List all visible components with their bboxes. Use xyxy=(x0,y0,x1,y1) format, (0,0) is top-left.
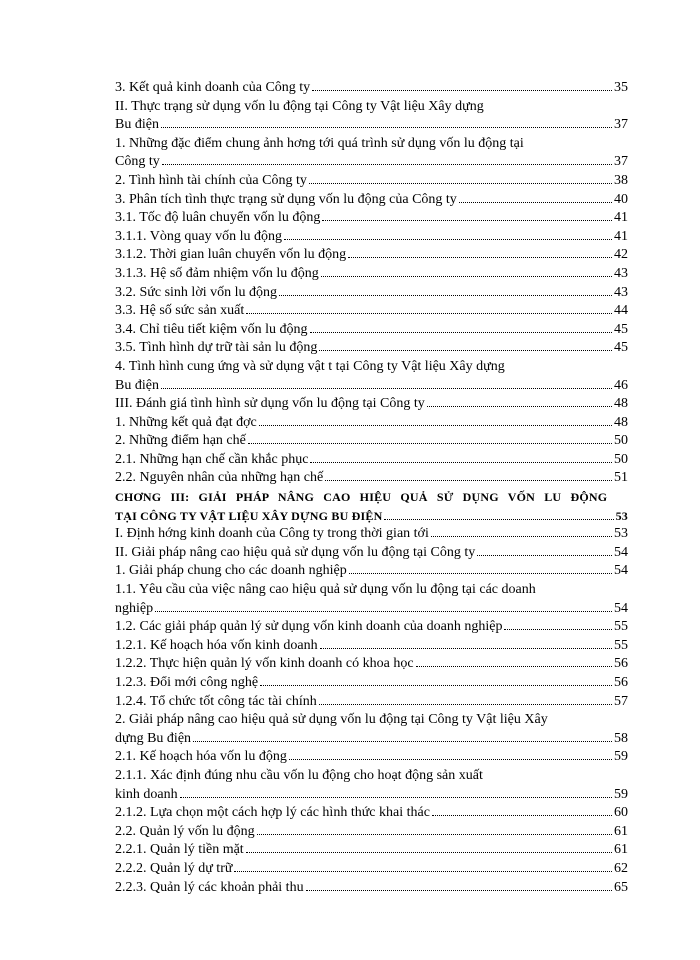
toc-entry xyxy=(115,135,628,172)
dot-leader xyxy=(260,675,612,686)
dot-leader xyxy=(310,322,613,333)
toc-page-number: 54 xyxy=(614,544,628,560)
toc-page-number: 46 xyxy=(614,377,628,393)
dot-leader xyxy=(161,377,612,388)
toc-entry xyxy=(115,246,628,265)
toc-entry-row xyxy=(115,637,628,656)
toc-entry-row xyxy=(115,79,628,98)
toc-entry-title: I. Định hớng kinh doanh của Công ty trong thời gian tới xyxy=(115,526,429,542)
toc-entry-title: 1.2.4. Tổ chức tốt công tác tài chính xyxy=(115,693,317,709)
toc-page-number: 53 xyxy=(615,508,628,523)
toc-entry-title-line: CHƠNG III: GIẢI PHÁP NÂNG CAO HIỆU QUẢ SỬ DỤNG VỐN LU ĐỘNG xyxy=(115,490,608,505)
toc-entry-title: 2.1.2. Lựa chọn một cách hợp lý các hình thức khai thác xyxy=(115,805,430,821)
toc-page-number: 56 xyxy=(614,675,628,690)
toc-entry-row xyxy=(115,693,628,712)
dot-leader xyxy=(348,247,612,258)
toc-entry-title: 1. Những kết quả đạt đợc xyxy=(115,414,257,430)
toc-entry-row xyxy=(115,860,628,879)
toc-page-number: 37 xyxy=(614,117,628,133)
toc-entry-row xyxy=(115,116,628,135)
table-of-contents xyxy=(115,79,628,897)
toc-entry-title: 2. Tình hình tài chính của Công ty xyxy=(115,172,307,188)
dot-leader xyxy=(325,470,612,481)
toc-page-number: 41 xyxy=(614,228,628,244)
toc-page-number: 53 xyxy=(614,526,628,542)
toc-entry-row xyxy=(115,377,628,396)
toc-entry xyxy=(115,191,628,210)
toc-entry-title: 1.2.2. Thực hiện quản lý vốn kinh doanh có khoa học xyxy=(115,656,414,672)
dot-leader xyxy=(320,638,612,649)
dot-leader xyxy=(427,396,612,407)
toc-entry xyxy=(115,358,628,395)
toc-page-number: 59 xyxy=(614,749,628,765)
toc-entry xyxy=(115,618,628,637)
dot-leader xyxy=(432,805,612,816)
toc-entry-row xyxy=(115,395,628,414)
toc-page-number: 48 xyxy=(614,414,628,430)
dot-leader xyxy=(416,656,612,667)
toc-entry xyxy=(115,451,628,470)
toc-page-number: 61 xyxy=(614,823,628,839)
toc-entry-title: 3.1.2. Thời gian luân chuyển vốn lu động xyxy=(115,247,347,263)
toc-entry-title: 1.2. Các giải pháp quản lý sử dụng vốn kinh doanh của doanh nghiệp xyxy=(115,619,503,635)
toc-entry xyxy=(115,693,628,712)
toc-entry xyxy=(115,655,628,674)
toc-entry xyxy=(115,804,628,823)
toc-entry xyxy=(115,98,628,135)
dot-leader xyxy=(349,563,612,574)
toc-page-number: 55 xyxy=(614,619,628,635)
toc-page-number: 38 xyxy=(614,172,628,188)
toc-entry-row xyxy=(115,432,628,451)
toc-page-number: 60 xyxy=(614,805,628,821)
toc-entry-title: 3. Kết quả kinh doanh của Công ty xyxy=(115,80,311,95)
toc-entry-row xyxy=(115,600,628,619)
toc-entry-row xyxy=(115,525,628,544)
toc-entry-row xyxy=(115,730,628,749)
toc-entry-row xyxy=(115,823,628,842)
toc-page-number: 42 xyxy=(614,247,628,263)
toc-entry xyxy=(115,860,628,879)
toc-page-number: 45 xyxy=(614,321,628,337)
dot-leader xyxy=(384,510,613,520)
toc-entry xyxy=(115,711,628,748)
toc-entry-row xyxy=(115,655,628,674)
toc-entry-title: 2.2.2. Quản lý dự trữ xyxy=(115,860,233,876)
dot-leader xyxy=(431,526,612,537)
toc-entry-title: nghiệp xyxy=(115,600,154,616)
toc-entry-title-line: 2. Giải pháp nâng cao hiệu quả sử dụng vốn lu động tại Công ty Vật liệu Xây xyxy=(115,712,548,728)
dot-leader xyxy=(309,173,612,184)
toc-page-number: 62 xyxy=(614,860,628,876)
dot-leader xyxy=(155,601,612,612)
toc-page-number: 54 xyxy=(614,600,628,616)
toc-page-number: 44 xyxy=(614,303,628,319)
toc-entry-title: 3.5. Tình hình dự trữ tài sản lu động xyxy=(115,340,318,356)
toc-entry xyxy=(115,228,628,247)
toc-entry-row xyxy=(115,302,628,321)
dot-leader xyxy=(246,303,612,314)
dot-leader xyxy=(289,749,612,760)
toc-entry-title: 2.2.1. Quản lý tiền mặt xyxy=(115,842,244,858)
toc-entry-row xyxy=(115,841,628,860)
toc-entry xyxy=(115,488,628,525)
dot-leader xyxy=(180,786,612,797)
toc-entry-row xyxy=(115,191,628,210)
toc-entry xyxy=(115,79,628,98)
toc-entry-title: 3.1.1. Vòng quay vốn lu động xyxy=(115,228,282,244)
toc-entry-title: III. Đánh giá tình hình sử dụng vốn lu động tại Công ty xyxy=(115,396,425,412)
dot-leader xyxy=(310,452,612,463)
toc-entry-title: Bu điện xyxy=(115,117,159,133)
dot-leader xyxy=(248,433,612,444)
toc-page-number: 56 xyxy=(614,656,628,672)
toc-entry-title: 3.3. Hệ số sức sản xuất xyxy=(115,303,245,319)
toc-page-number: 43 xyxy=(614,284,628,300)
toc-page-number: 57 xyxy=(614,693,628,709)
toc-entry xyxy=(115,879,628,898)
toc-entry-row xyxy=(115,507,628,526)
dot-leader xyxy=(319,694,612,705)
toc-entry-title-line: 1.1. Yêu cầu của việc nâng cao hiệu quả sử dụng vốn lu động tại các doanh xyxy=(115,582,536,598)
toc-page-number: 41 xyxy=(614,210,628,226)
toc-entry-row xyxy=(115,804,628,823)
toc-page-number: 45 xyxy=(614,340,628,356)
toc-entry xyxy=(115,395,628,414)
toc-entry-row xyxy=(115,246,628,265)
toc-entry xyxy=(115,414,628,433)
toc-entry xyxy=(115,674,628,693)
toc-entry-title: 2.2. Nguyên nhân của những hạn chế xyxy=(115,470,324,486)
toc-entry-row xyxy=(115,748,628,767)
toc-entry-row xyxy=(115,674,628,693)
dot-leader xyxy=(477,545,612,556)
toc-entry-title: 3. Phân tích tình thực trạng sử dụng vốn lu động của Công ty xyxy=(115,191,457,207)
toc-page-number: 40 xyxy=(614,191,628,207)
toc-entry-title: kinh doanh xyxy=(115,786,178,802)
toc-page-number: 37 xyxy=(614,154,628,170)
toc-entry xyxy=(115,432,628,451)
dot-leader xyxy=(284,229,612,240)
toc-entry-title: 2. Những điểm hạn chế xyxy=(115,433,246,449)
toc-entry xyxy=(115,562,628,581)
toc-entry-title: Bu điện xyxy=(115,377,159,393)
dot-leader xyxy=(162,154,612,165)
toc-entry-row xyxy=(115,228,628,247)
toc-entry-row xyxy=(115,544,628,563)
toc-entry xyxy=(115,823,628,842)
toc-entry xyxy=(115,581,628,618)
toc-page-number: 50 xyxy=(614,451,628,467)
toc-page-number: 55 xyxy=(614,637,628,653)
toc-entry-row xyxy=(115,469,628,488)
toc-entry xyxy=(115,637,628,656)
toc-page-number: 51 xyxy=(614,470,628,486)
toc-entry-title: 3.1. Tốc độ luân chuyển vốn lu động xyxy=(115,210,321,226)
toc-page-number: 59 xyxy=(614,786,628,802)
toc-entry-title: dựng Bu điện xyxy=(115,730,192,746)
toc-entry-title: 3.4. Chỉ tiêu tiết kiệm vốn lu động xyxy=(115,321,308,337)
toc-entry-title-line: 2.1.1. Xác định đúng nhu cầu vốn lu động cho hoạt động sản xuất xyxy=(115,767,483,783)
toc-page-number: 58 xyxy=(614,730,628,746)
toc-entry xyxy=(115,767,628,804)
toc-page-number: 35 xyxy=(614,80,628,95)
toc-entry-title: 2.1. Kế hoạch hóa vốn lu động xyxy=(115,749,287,765)
toc-entry-title: 1.2.3. Đổi mới công nghệ xyxy=(115,675,259,690)
toc-entry-title: TẠI CÔNG TY VẬT LIỆU XÂY DỰNG BU ĐIỆN xyxy=(115,508,383,523)
toc-page-number: 48 xyxy=(614,396,628,412)
toc-entry-row xyxy=(115,172,628,191)
toc-entry-title: 3.1.3. Hệ số đảm nhiệm vốn lu động xyxy=(115,265,319,281)
toc-entry-title-line: II. Thực trạng sử dụng vốn lu động tại Công ty Vật liệu Xây dựng xyxy=(115,98,484,114)
toc-page-number: 65 xyxy=(614,879,628,895)
toc-entry-title: 1. Giải pháp chung cho các doanh nghiệp xyxy=(115,563,347,579)
toc-entry-row xyxy=(115,284,628,303)
dot-leader xyxy=(504,619,612,630)
dot-leader xyxy=(279,284,612,295)
dot-leader xyxy=(246,842,612,853)
toc-entry-row xyxy=(115,265,628,284)
toc-entry-row xyxy=(115,414,628,433)
toc-entry-title-line: 4. Tình hình cung ứng và sử dụng vật t tại Công ty Vật liệu Xây dựng xyxy=(115,358,505,374)
dot-leader xyxy=(257,824,612,835)
toc-entry-row xyxy=(115,562,628,581)
toc-entry-title-line: 1. Những đặc điểm chung ảnh hơng tới quá trình sử dụng vốn lu động tại xyxy=(115,135,524,151)
toc-entry-title: 2.2.3. Quản lý các khoản phải thu xyxy=(115,879,304,895)
toc-entry xyxy=(115,339,628,358)
dot-leader xyxy=(319,340,612,351)
toc-page-number: 43 xyxy=(614,265,628,281)
toc-entry-row xyxy=(115,879,628,898)
toc-entry-title: II. Giải pháp nâng cao hiệu quả sử dụng vốn lu động tại Công ty xyxy=(115,544,476,560)
toc-entry xyxy=(115,525,628,544)
toc-page-number: 61 xyxy=(614,842,628,858)
dot-leader xyxy=(312,80,612,91)
toc-entry xyxy=(115,284,628,303)
toc-entry-title: 2.2. Quản lý vốn lu động xyxy=(115,823,255,839)
toc-entry-title: 1.2.1. Kế hoạch hóa vốn kinh doanh xyxy=(115,637,318,653)
toc-entry-row xyxy=(115,451,628,470)
dot-leader xyxy=(234,861,612,872)
toc-entry-row xyxy=(115,321,628,340)
toc-entry xyxy=(115,748,628,767)
toc-entry-title: 2.1. Những hạn chế cần khắc phục xyxy=(115,451,309,467)
toc-entry-title: Công ty xyxy=(115,154,160,170)
dot-leader xyxy=(306,879,612,890)
toc-entry xyxy=(115,265,628,284)
dot-leader xyxy=(161,117,612,128)
toc-entry xyxy=(115,302,628,321)
toc-page-number: 50 xyxy=(614,433,628,449)
toc-entry-row xyxy=(115,209,628,228)
toc-entry xyxy=(115,321,628,340)
toc-entry-row xyxy=(115,339,628,358)
dot-leader xyxy=(322,210,612,221)
toc-entry-row xyxy=(115,153,628,172)
dot-leader xyxy=(459,191,612,202)
dot-leader xyxy=(321,266,612,277)
toc-entry-row xyxy=(115,786,628,805)
toc-entry xyxy=(115,209,628,228)
toc-entry xyxy=(115,172,628,191)
toc-entry xyxy=(115,841,628,860)
toc-entry-title: 3.2. Sức sinh lời vốn lu động xyxy=(115,284,277,300)
toc-entry xyxy=(115,469,628,488)
dot-leader xyxy=(259,415,612,426)
toc-entry-row xyxy=(115,618,628,637)
dot-leader xyxy=(193,731,612,742)
toc-page-number: 54 xyxy=(614,563,628,579)
toc-entry xyxy=(115,544,628,563)
